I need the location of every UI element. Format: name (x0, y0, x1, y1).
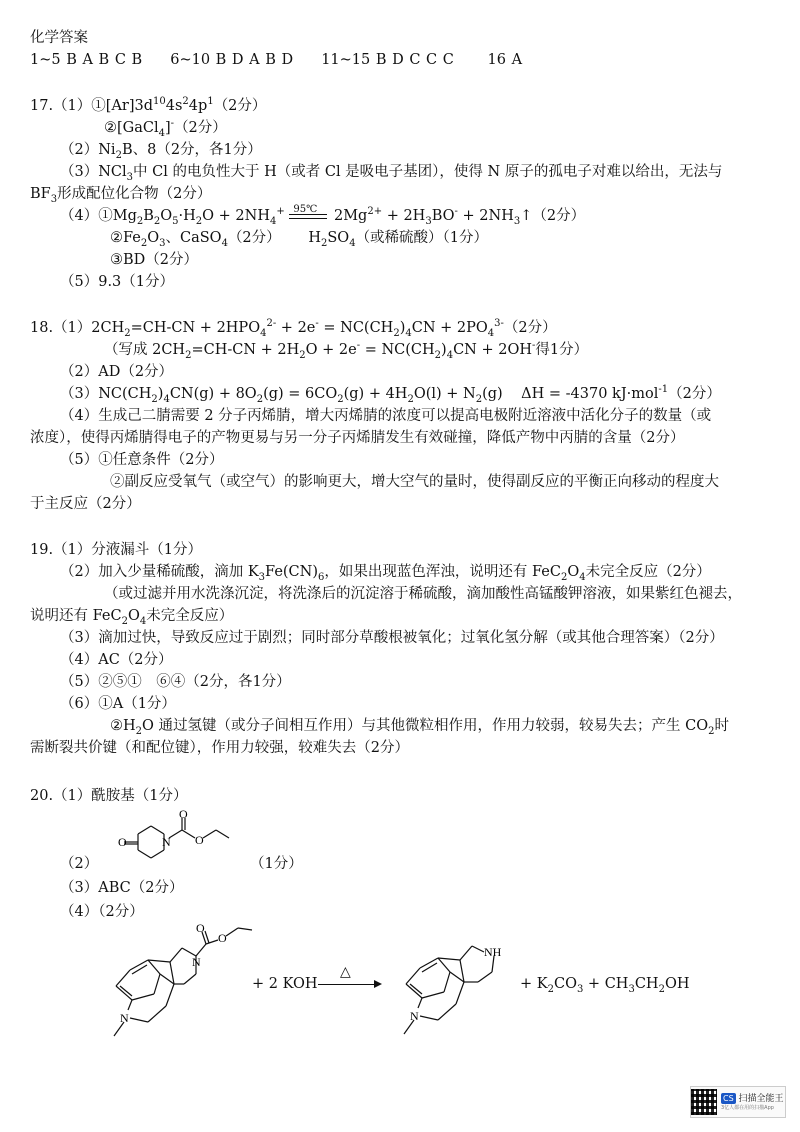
q19-line-7: （5）②⑤① ⑥④（2分，各1分） (60, 674, 291, 690)
q19-line-6: （4）AC（2分） (60, 652, 173, 668)
reactant-ester-o: O (218, 931, 227, 945)
product-nh-label: NH (484, 945, 502, 959)
q19-line-9: $②H_2O$ 通过氢键（或分子间相互作用）与其他微粒相作用，作用力较弱，较易失去；产生 $CO_2$时 (110, 718, 729, 737)
mc-group-4: 16 A (487, 52, 523, 68)
product-methyl-n: N (410, 1009, 419, 1023)
q19-line-3: （或过滤并用水洗涤沉淀，将洗涤后的沉淀溶于稀硫酸，滴加酸性高锰酸钾溶液，如果紫红色褪去， (104, 586, 742, 602)
q18-line-3: （2）AD（2分） (60, 364, 174, 380)
mc-group-3: 11~15 B D C C C (321, 52, 454, 68)
cs-logo: CS (723, 1093, 734, 1103)
carbonyl-o-label: O (179, 808, 188, 821)
reaction-condition-arrow: 95℃ (289, 209, 329, 223)
q20-line-1: 20.（1）酰胺基（1分） (30, 788, 188, 804)
q17-line-9: （5）9.3（1分） (60, 274, 175, 290)
scanner-watermark (690, 1086, 786, 1118)
q19-line-8: （6）①A（1分） (60, 696, 176, 712)
q18-line-4: $(3)NC(CH_2)_4CN(g) + 8O_2(g) = 6CO_2(g) + 4H_2O(l) + N_2(g)$ ΔH = -4370 kJ·mol$^{-1}$（2分） (60, 384, 721, 405)
q17-line-4: （3）NCl$_3$中 Cl 的电负性大于 H（或者 Cl 是吸电子基团），使得 N 原子的孤电子对难以给出，无法与 (60, 164, 723, 183)
heat-symbol: △ (340, 964, 351, 980)
reagent-koh: + 2 KOH (252, 976, 318, 992)
q18-line-2: （写成 $2CH_2=CH-CN + 2H_2O + 2e^- = NC(CH_2)_4CN + 2OH^-$得1分） (104, 340, 589, 361)
ester-o-label: O (195, 833, 204, 847)
reactant-n-label: N (192, 955, 201, 969)
q19-line-10: 需断裂共价键（和配位键），作用力较强，较难失去（2分） (30, 740, 409, 756)
byproducts: + $K_2CO_3 + CH_3CH_2OH$ (520, 976, 690, 995)
piperidine-n-label: N (162, 835, 171, 849)
q17-line-7: $②Fe_2O_3$、CaSO$_4$（2分） $H_2SO_4$（或稀硫酸）（1分） (110, 230, 489, 249)
q19-line-1: 19.（1）分液漏斗（1分） (30, 542, 203, 558)
title-text: 化学答案 (30, 30, 88, 46)
reaction-arrow (318, 964, 384, 994)
q17-line-5: $BF_3$形成配位化合物（2分） (30, 186, 212, 205)
q19-line-5: （3）滴加过快，导致反应过于剧烈；同时部分草酸根被氧化；过氧化氢分解（或其他合理答案）（2分） (60, 630, 724, 646)
question-18 (30, 318, 770, 516)
q19-line-4: 说明还有 $FeC_2O_4$未完全反应） (30, 608, 234, 627)
watermark-sub: 3亿人都在用的扫描App (721, 1104, 774, 1111)
q18-line-7: （5）①任意条件（2分） (60, 452, 224, 468)
q17-line-3: $(2)Ni_2B$、8（2分，各1分） (60, 142, 262, 161)
q17-line-8: ③BD（2分） (110, 252, 199, 268)
question-17 (30, 96, 770, 294)
structure-ethyl-4-oxopiperidine-carboxylate (96, 808, 256, 872)
q20-line-4: （4）（2分） (60, 904, 144, 920)
mc-answers (30, 52, 522, 68)
reactant-methyl-n: N (120, 1011, 129, 1025)
structure-reactant-carbamate (100, 922, 270, 1062)
q20-line-2: （2） (60, 856, 99, 872)
qr-code-icon (691, 1089, 717, 1115)
reactant-carbonyl-o: O (196, 922, 205, 935)
question-19 (30, 540, 770, 760)
q19-line-2: （2）加入少量稀硫酸，滴加 $K_3Fe(CN)_6$，如果出现蓝色浑浊，说明还有 $FeC_2O_4$未完全反应（2分） (60, 564, 711, 583)
q17-line-1: $17.(1)①[Ar]3d^{10}4s^24p^1(2$分） (30, 96, 267, 114)
watermark-name: 扫描全能王 (738, 1093, 784, 1104)
structure-product-amine (394, 940, 524, 1060)
q20-line-3: （3）ABC（2分） (60, 880, 184, 896)
q18-line-9: 于主反应（2分） (30, 496, 141, 512)
question-20 (30, 786, 770, 808)
q20-line-2-score: （1分） (250, 856, 303, 872)
ketone-o-label: O (118, 835, 127, 849)
answer-title (30, 26, 88, 47)
q18-line-6: 浓度），使得丙烯腈得电子的产物更易与另一分子丙烯腈发生有效碰撞，降低产物中丙腈的含量（2分） (30, 430, 685, 446)
q18-line-8: ②副反应受氧气（或空气）的影响更大，增大空气的量时，使得副反应的平衡正向移动的程度大 (110, 474, 719, 490)
q17-line-2: ②[GaCl$_4$]-（2分） (104, 118, 227, 139)
q18-line-1: $18.(1)2CH_2=CH-CN + 2HPO_4^{2-} + 2e^- = NC(CH_2)_4CN + 2PO_4^{3-}(2$分） (30, 318, 557, 339)
mc-group-2: 6~10 B D A B D (170, 52, 294, 68)
q17-line-6: $(4)①Mg_2B_2O_5\cdot H_2O + 2NH_4^+$ 95℃ $2Mg^{2+} + 2H_3BO^-$ + $2NH_3↑(2$分） (60, 204, 586, 227)
q18-line-5: （4）生成己二腈需要 2 分子丙烯腈，增大丙烯腈的浓度可以提高电极附近溶液中活化分子的数量（或 (60, 408, 712, 424)
mc-group-1: 1~5 B A B C B (30, 52, 143, 68)
